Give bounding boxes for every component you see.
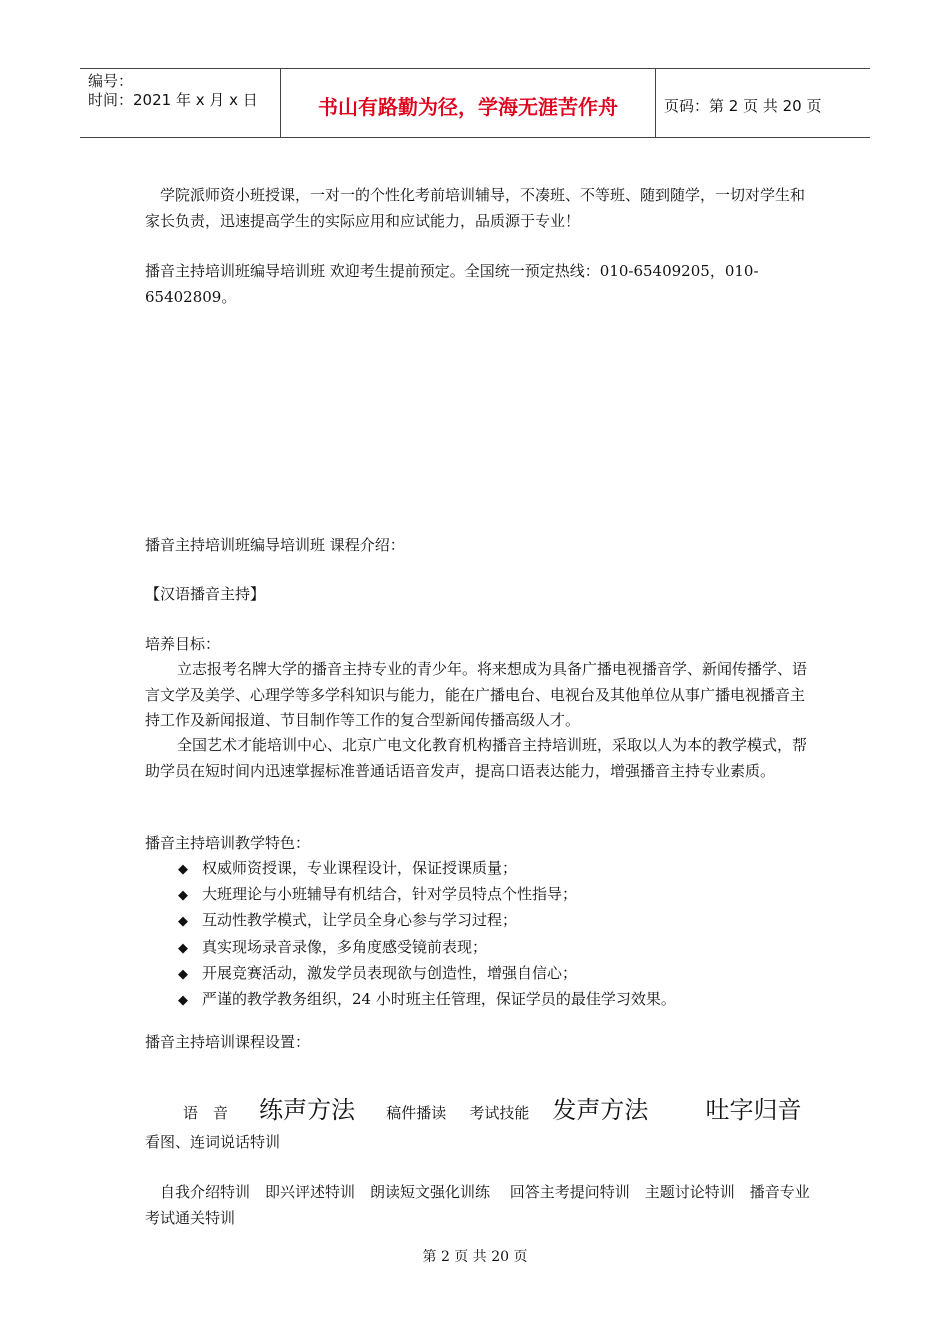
course-item: 练声方法 <box>259 1096 356 1124</box>
list-item: ◆ 权威师资授课，专业课程设计，保证授课质量； <box>178 856 818 882</box>
page-footer: 第 2 页 共 20 页 <box>422 1249 528 1265</box>
course-item: 发声方法 <box>552 1096 649 1124</box>
course-item: 吐字归音 <box>705 1096 802 1124</box>
features-list <box>178 856 818 1013</box>
time-label: 时间：2021 年 x 月 x 日 <box>88 91 258 109</box>
header-motto: 书山有路勤为径，学海无涯苦作舟 <box>281 69 656 137</box>
course-list-row <box>145 1090 815 1125</box>
course-intro-heading: 播音主持培训班编导培训班 课程介绍： <box>145 536 405 554</box>
section-title: 【汉语播音主持】 <box>145 585 266 603</box>
courses-heading: 播音主持培训课程设置： <box>145 1033 311 1051</box>
header-page-info: 页码：第 2 页 共 20 页 <box>664 96 822 115</box>
features-heading: 播音主持培训教学特色： <box>145 834 311 852</box>
course-line-2: 看图、连词说话特训 <box>145 1133 281 1151</box>
course-line-3: 自我介绍特训 即兴评述特训 朗读短文强化训练 回答主考提问特训 主题讨论特训 播音专业考试通关特训 <box>145 1183 810 1227</box>
diamond-bullet-icon: ◆ <box>178 862 188 877</box>
list-item: ◆ 真实现场录音录像，多角度感受镜前表现； <box>178 935 818 961</box>
course-item: 稿件播读 <box>386 1104 447 1122</box>
diamond-bullet-icon: ◆ <box>178 914 188 930</box>
course-item: 语 音 <box>183 1104 229 1122</box>
list-item: ◆ 大班理论与小班辅导有机结合，针对学员特点个性指导； <box>178 882 818 908</box>
diamond-bullet-icon: ◆ <box>178 993 188 1009</box>
list-item: ◆ 开展竞赛活动，激发学员表现欲与创造性，增强自信心； <box>178 961 818 987</box>
goal-label: 培养目标： <box>145 635 221 653</box>
hotline-paragraph: 播音主持培训班编导培训班 欢迎考生提前预定。全国统一预定热线：010-65409205，010-65402809。 <box>145 262 759 306</box>
intro-paragraph: 学院派师资小班授课，一对一的个性化考前培训辅导，不凑班、不等班、随到随学，一切对学生和家长负责，迅速提高学生的实际应用和应试能力，品质源于专业！ <box>145 186 806 230</box>
diamond-bullet-icon: ◆ <box>178 888 188 904</box>
list-item: ◆ 互动性教学模式，让学员全身心参与学习过程； <box>178 908 818 934</box>
list-item: ◆ 严谨的教学教务组织，24 小时班主任管理，保证学员的最佳学习效果。 <box>178 987 818 1013</box>
header-table <box>80 68 870 138</box>
number-label: 编号： <box>88 72 134 90</box>
goal-paragraph-2: 全国艺术才能培训中心、北京广电文化教育机构播音主持培训班，采取以人为本的教学模式，帮助学员在短时间内迅速掌握标准普通话语音发声，提高口语表达能力，增强播音主持专业素质。 <box>145 736 808 780</box>
goal-paragraph-1: 立志报考名牌大学的播音主持专业的青少年。将来想成为具备广播电视播音学、新闻传播学、语言文学及美学、心理学等多学科知识与能力，能在广播电台、电视台及其他单位从事广播电视播音主持工作及新闻报道、节目制作等工作的复合型新闻传播高级人才。 <box>145 660 808 729</box>
diamond-bullet-icon: ◆ <box>178 940 188 956</box>
course-item: 考试技能 <box>469 1104 530 1122</box>
diamond-bullet-icon: ◆ <box>178 966 188 982</box>
header-meta <box>80 69 281 137</box>
